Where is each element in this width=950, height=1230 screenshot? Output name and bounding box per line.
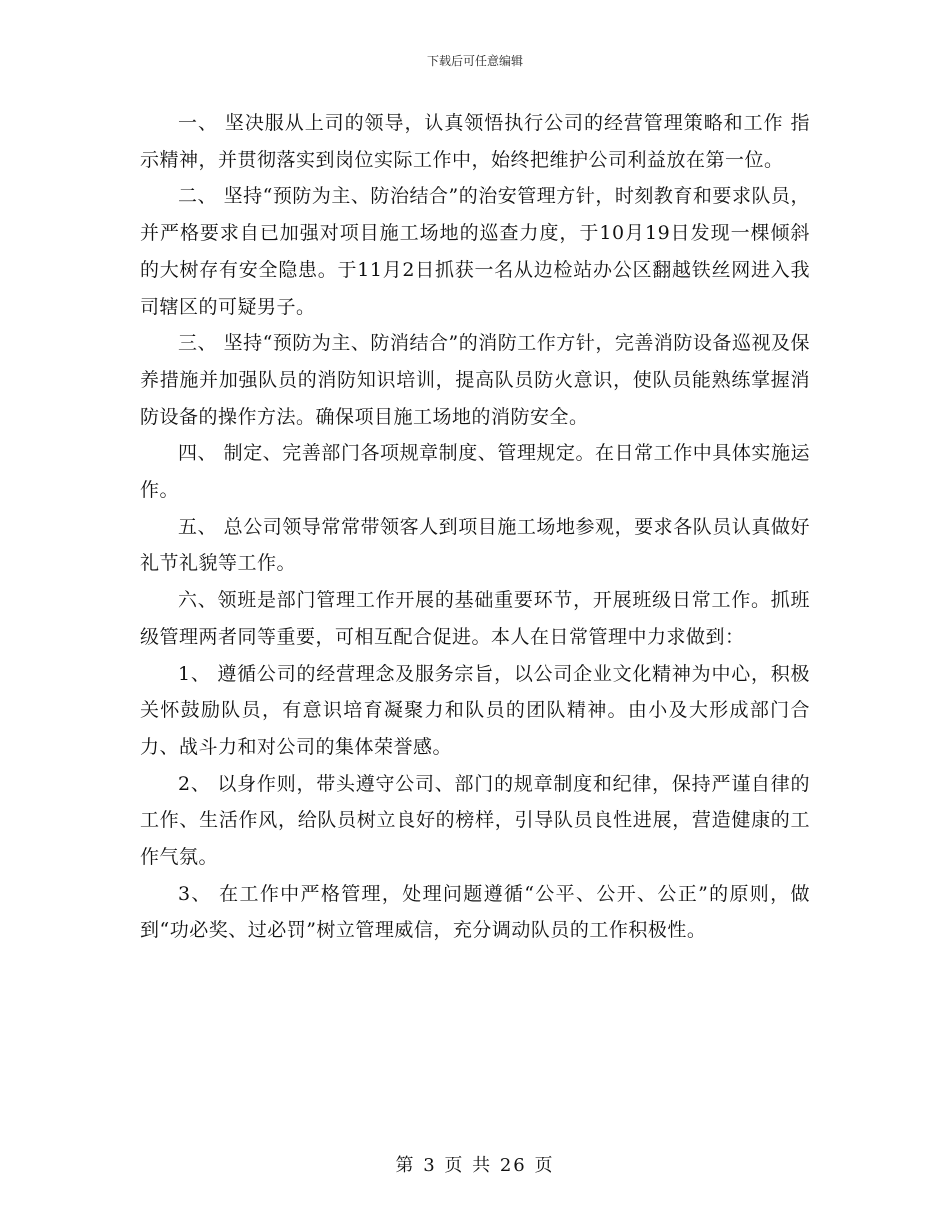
paragraph-3: 三、 坚持“预防为主、防消结合”的消防工作方针，完善消防设备巡视及保养措施并加强队员的消防知识培训，提高队员防火意识，使队员能熟练掌握消防设备的操作方法。确保项目施工场地的消防安全。 bbox=[140, 332, 810, 428]
paragraph-4: 四、 制定、完善部门各项规章制度、管理规定。在日常工作中具体实施运作。 bbox=[140, 442, 810, 502]
page-number: 第 3 页 共 26 页 bbox=[395, 1155, 555, 1176]
document-body bbox=[140, 105, 810, 949]
paragraph-6: 六、领班是部门管理工作开展的基础重要环节，开展班级日常工作。抓班级管理两者同等重要，可相互配合促进。本人在日常管理中力求做到： bbox=[140, 589, 810, 648]
page-header: 下载后可任意编辑 bbox=[426, 54, 523, 68]
paragraph-2: 二、 坚持“预防为主、防治结合”的治安管理方针，时刻教育和要求队员，并严格要求自已加强对项目施工场地的巡查力度，于10月19日发现一棵倾斜的大树存有安全隐患。于11月2日抓获一名从边检站办公区翻越铁丝网进入我司辖区的可疑男子。 bbox=[140, 185, 810, 318]
list-item-1: 1、 遵循公司的经营理念及服务宗旨，以公司企业文化精神为中心，积极关怀鼓励队员，有意识培育凝聚力和队员的团队精神。由小及大形成部门合力、战斗力和对公司的集体荣誉感。 bbox=[140, 662, 810, 758]
paragraph-5: 五、 总公司领导常常带领客人到项目施工场地参观，要求各队员认真做好礼节礼貌等工作。 bbox=[140, 515, 810, 575]
paragraph-1: 一、 坚决服从上司的领导，认真领悟执行公司的经营管理策略和工作 指示精神，并贯彻落实到岗位实际工作中，始终把维护公司利益放在第一位。 bbox=[140, 112, 810, 171]
list-item-2: 2、 以身作则，带头遵守公司、部门的规章制度和纪律，保持严谨自律的工作、生活作风，给队员树立良好的榜样，引导队员良性进展，营造健康的工作气氛。 bbox=[140, 772, 810, 869]
list-item-3: 3、 在工作中严格管理，处理问题遵循“公平、公开、公正”的原则，做到“功必奖、过必罚”树立管理威信，充分调动队员的工作积极性。 bbox=[140, 882, 810, 942]
